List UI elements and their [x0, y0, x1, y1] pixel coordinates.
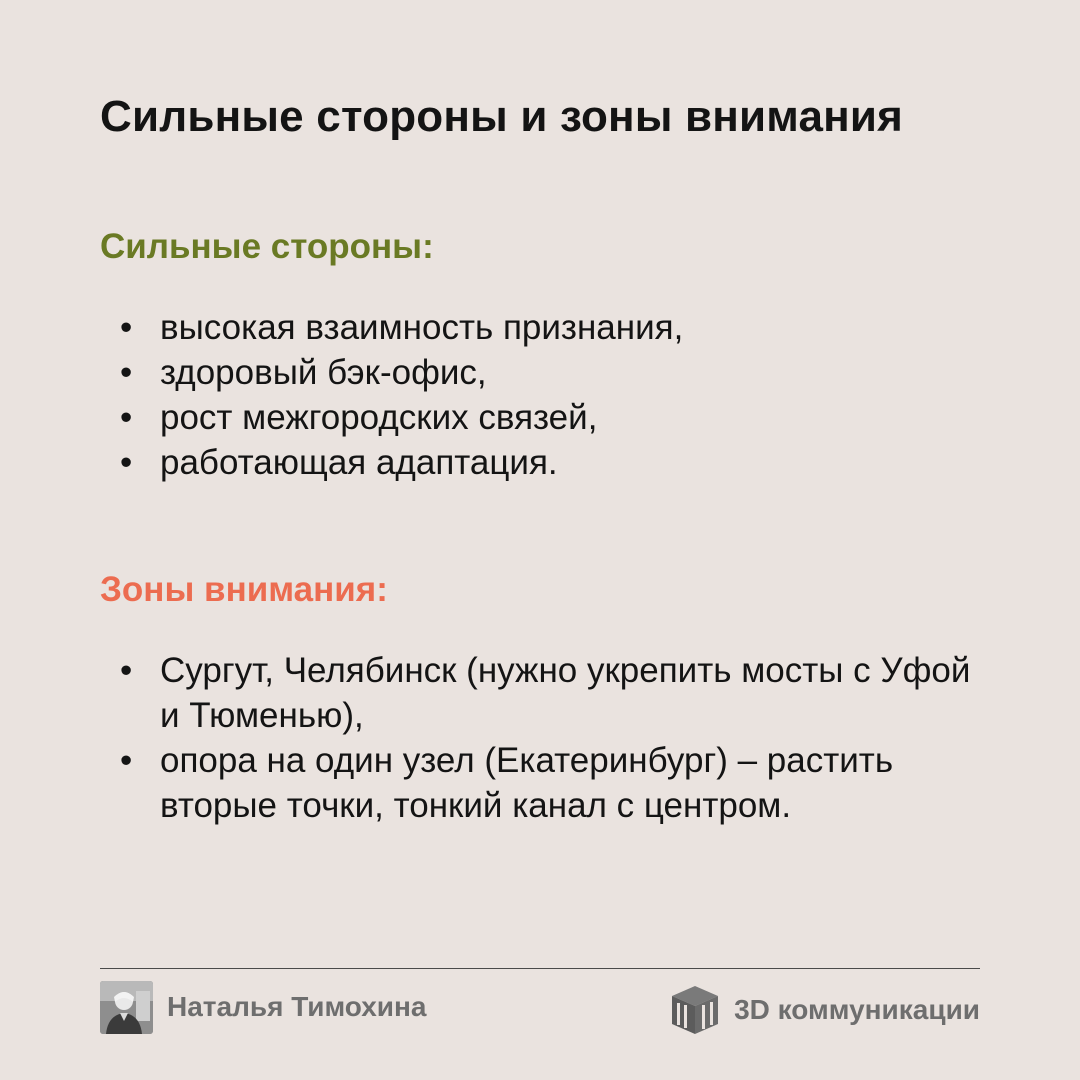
list-item-text: рост межгородских связей,	[160, 398, 598, 437]
list-item-text: Сургут, Челябинск (нужно укрепить мосты с Уфой и Тюменью),	[160, 651, 971, 735]
attention-heading: Зоны внимания:	[100, 570, 388, 609]
list-item	[120, 350, 980, 395]
bullet-icon: •	[120, 443, 133, 482]
list-item	[120, 305, 980, 350]
brand-block	[668, 980, 980, 1040]
bullet-icon: •	[120, 741, 133, 780]
author-name: Наталья Тимохина	[167, 991, 427, 1022]
list-item	[120, 440, 980, 485]
list-item-text: работающая адаптация.	[160, 443, 558, 482]
bullet-icon: •	[120, 651, 133, 690]
brand-name: 3D коммуникации	[734, 994, 980, 1025]
footer-divider	[100, 968, 980, 969]
bullet-icon: •	[120, 353, 133, 392]
bullet-icon: •	[120, 308, 133, 347]
list-item-text: здоровый бэк-офис,	[160, 353, 487, 392]
person-photo-icon	[100, 981, 153, 1034]
list-item-text: опора на один узел (Екатеринбург) – растить вторые точки, тонкий канал с центром.	[160, 741, 894, 825]
author-block	[100, 980, 426, 1034]
3d-cube-logo-icon	[668, 983, 722, 1037]
list-item	[120, 648, 980, 738]
list-item	[120, 738, 980, 828]
attention-list	[120, 648, 980, 828]
strengths-heading: Сильные стороны:	[100, 227, 434, 266]
page-title: Сильные стороны и зоны внимания	[100, 92, 904, 141]
strengths-list	[120, 305, 980, 485]
list-item-text: высокая взаимность признания,	[160, 308, 684, 347]
bullet-icon: •	[120, 398, 133, 437]
list-item	[120, 395, 980, 440]
